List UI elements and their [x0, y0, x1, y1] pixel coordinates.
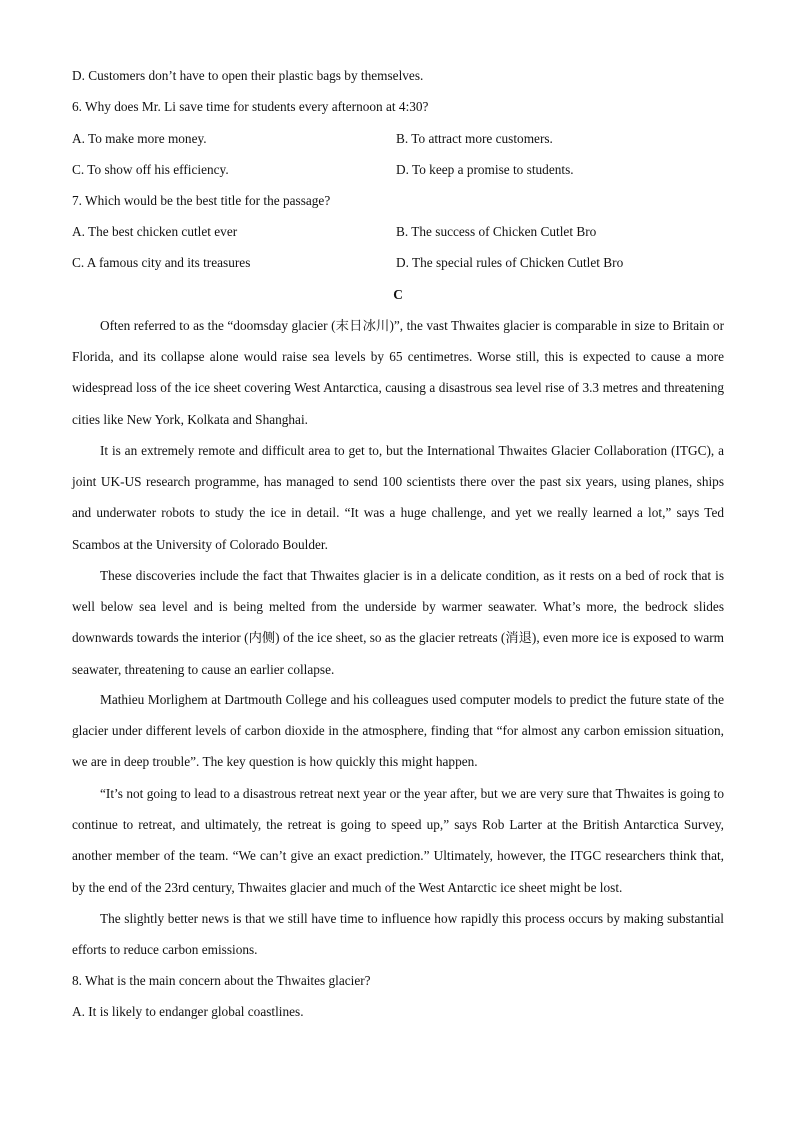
q7-options-row-2	[72, 255, 724, 271]
q8-question: 8. What is the main concern about the Thwaites glacier?	[72, 973, 371, 988]
q6-option-b: B. To attract more customers.	[396, 131, 553, 146]
passage-paragraph: The slightly better news is that we still have time to influence how rapidly this process occurs by making substantial efforts to reduce carbon emissions.	[72, 911, 724, 958]
q6-option-d: D. To keep a promise to students.	[396, 162, 574, 177]
q6-option-c: C. To show off his efficiency.	[72, 162, 229, 177]
q7-option-c: C. A famous city and its treasures	[72, 255, 251, 270]
q5-option-d: D. Customers don’t have to open their plastic bags by themselves.	[72, 68, 424, 83]
q8-option-a: A. It is likely to endanger global coastlines.	[72, 1004, 304, 1019]
section-heading: C	[393, 287, 403, 302]
passage-paragraph: “It’s not going to lead to a disastrous retreat next year or the year after, but we are very sure that Thwaites is going to continue to retreat, and ultimately, the retreat is going to speed up,” says Rob Larter at the British Antarctica Survey, another member of the team. “We can’t give an exact prediction.” Ultimately, however, the ITGC researchers think that, by the end of the 23rd century, Thwaites glacier and much of the West Antarctic ice sheet might be lost.	[72, 786, 724, 895]
passage-paragraph: These discoveries include the fact that Thwaites glacier is in a delicate condition, as it rests on a bed of rock that is well below sea level and is being melted from the underside by warmer seawater. What’s more, the bedrock slides downwards towards the interior (内侧) of the ice sheet, so as the glacier retreats (消退), even more ice is exposed to warm seawater, threatening to cause an earlier collapse.	[72, 568, 724, 677]
q7-option-d: D. The special rules of Chicken Cutlet Bro	[396, 255, 624, 270]
q7-options-row-1	[72, 224, 724, 240]
q7-option-b: B. The success of Chicken Cutlet Bro	[396, 224, 597, 239]
passage-paragraph: Mathieu Morlighem at Dartmouth College and his colleagues used computer models to predict the future state of the glacier under different levels of carbon dioxide in the atmosphere, finding that “for almost any carbon emission situation, we are in deep trouble”. The key question is how quickly this might happen.	[72, 692, 724, 770]
q7-question: 7. Which would be the best title for the passage?	[72, 193, 331, 208]
q6-question: 6. Why does Mr. Li save time for students every afternoon at 4:30?	[72, 99, 429, 114]
passage-paragraph: Often referred to as the “doomsday glacier (末日冰川)”, the vast Thwaites glacier is comparable in size to Britain or Florida, and its collapse alone would raise sea levels by 65 centimetres. Worse still, this is expected to cause a more widespread loss of the ice sheet covering West Antarctica, causing a disastrous sea level rise of 3.3 metres and threatening cities like New York, Kolkata and Shanghai.	[72, 318, 724, 427]
q6-option-a: A. To make more money.	[72, 131, 207, 146]
passage-paragraph: It is an extremely remote and difficult area to get to, but the International Thwaites Glacier Collaboration (ITGC), a joint UK-US research programme, has managed to send 100 scientists there over the past six years, using planes, ships and underwater robots to study the ice in detail. “It was a huge challenge, and yet we really learned a lot,” says Ted Scambos at the University of Colorado Boulder.	[72, 443, 724, 552]
q6-options-row-1	[72, 131, 724, 147]
q7-option-a: A. The best chicken cutlet ever	[72, 224, 238, 239]
q6-options-row-2	[72, 162, 724, 178]
